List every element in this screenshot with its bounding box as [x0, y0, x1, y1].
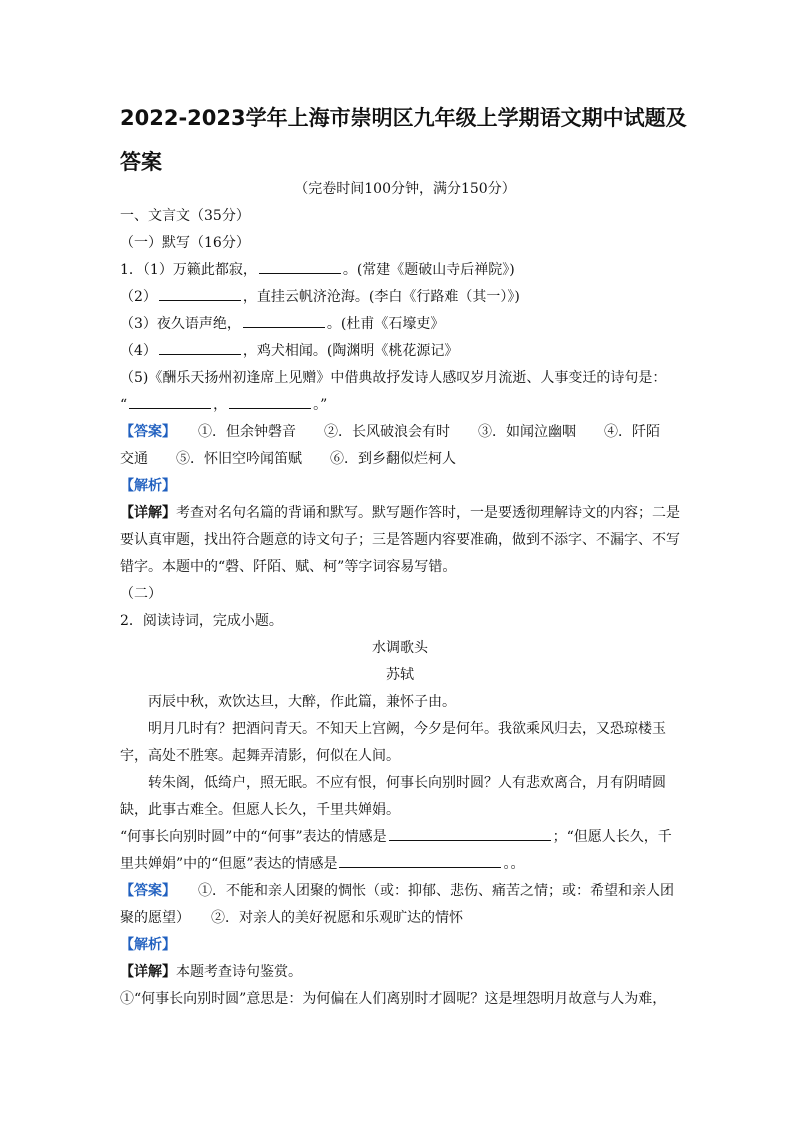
- question-2: 2．阅读诗词，完成小题。: [120, 613, 283, 629]
- answer-blank: [389, 828, 551, 841]
- subsection-heading-2: （二）: [120, 586, 162, 602]
- poem-title: 水调歌头: [372, 640, 428, 656]
- question-1-3: （3）夜久语声绝， 。(杜甫《石壕吏》: [120, 316, 445, 332]
- detail-2: 【详解】本题考查诗句鉴赏。: [120, 964, 302, 980]
- poem-author: 苏轼: [386, 667, 414, 683]
- question-1-1: 1．（1）万籁此都寂， 。(常建《题破山寺后禅院》): [120, 262, 515, 278]
- poem-stanza-1: 明月几时有？把酒问青天。不知天上宫阙，今夕是何年。我欲乘风归去，又恐琼楼玉宇，高处不胜寒。起舞弄清影，何似在人间。: [120, 721, 666, 764]
- document-body: [120, 203, 680, 1013]
- subsection-heading: （一）默写（16分）: [120, 235, 250, 251]
- detail-label: 【详解】: [120, 964, 176, 980]
- answer-blank: [259, 261, 341, 274]
- poem-stanza-2: 转朱阁，低绮户，照无眠。不应有恨，何事长向别时圆？人有悲欢离合，月有阴晴圆缺，此事古难全。但愿人长久，千里共婵娟。: [120, 775, 666, 818]
- answer-blank: [129, 396, 211, 409]
- detail-1: 【详解】考查对名句名篇的背诵和默写。默写题作答时，一是要透彻理解诗文的内容；二是要认真审题，找出符合题意的诗文句子；三是答题内容要准确，做到不添字、不漏字、不写错字。本题中的“磬、阡陌、赋、柯”等字词容易写错。: [120, 505, 680, 575]
- answer-blank: [229, 396, 311, 409]
- poem-preface: 丙辰中秋，欢饮达旦，大醉，作此篇，兼怀子由。: [148, 694, 456, 710]
- answer-label: 【答案】: [120, 883, 176, 899]
- question-1-5-blanks: “ ， 。”: [120, 397, 328, 413]
- answer-2: 【答案】 ①．不能和亲人团聚的惆怅（或：抑郁、悲伤、痛苦之情；或：希望和亲人团聚的愿望） ②．对亲人的美好祝愿和乐观旷达的情怀: [120, 883, 674, 926]
- analysis-label: 【解析】: [120, 478, 176, 494]
- question-2-prompt: “何事长向别时圆”中的“何事”表达的情感是 ；“但愿人长久，千里共婵娟”中的“但愿”表达的情感是 。。: [120, 829, 672, 872]
- answer-1: 【答案】 ①．但余钟磬音 ②．长风破浪会有时 ③．如闻泣幽咽 ④．阡陌: [120, 424, 660, 440]
- page-title: 2022-2023学年上海市崇明区九年级上学期语文期中试题及答案: [120, 106, 687, 174]
- detail-label: 【详解】: [120, 505, 176, 521]
- exam-info: （完卷时间100分钟，满分150分）: [294, 181, 516, 197]
- answer-blank: [159, 288, 241, 301]
- answer-1-cont: 交通 ⑤．怀旧空吟闻笛赋 ⑥．到乡翻似烂柯人: [120, 451, 456, 467]
- analysis-label: 【解析】: [120, 937, 176, 953]
- question-1-2: （2） ，直挂云帆济沧海。(李白《行路难（其一）》): [120, 289, 520, 305]
- answer-label: 【答案】: [120, 424, 176, 440]
- section-heading: 一、文言文（35分）: [120, 208, 250, 224]
- answer-blank: [243, 315, 325, 328]
- detail-2-point-1: ①“何事长向别时圆”意思是：为何偏在人们离别时才圆呢？这是埋怨明月故意与人为难，: [120, 991, 667, 1007]
- question-1-5: （5)《酬乐天扬州初逢席上见赠》中借典故抒发诗人感叹岁月流逝、人事变迁的诗句是：: [120, 370, 667, 386]
- question-1-4: （4） ，鸡犬相闻。(陶渊明《桃花源记》: [120, 343, 459, 359]
- answer-blank: [159, 342, 241, 355]
- answer-blank: [339, 855, 501, 868]
